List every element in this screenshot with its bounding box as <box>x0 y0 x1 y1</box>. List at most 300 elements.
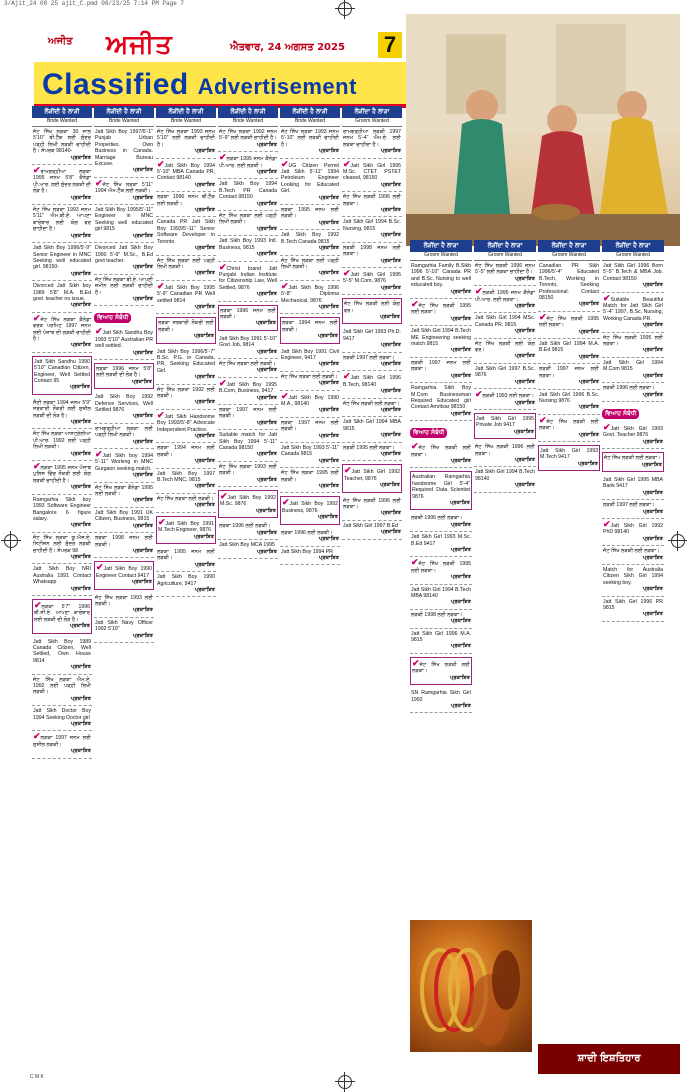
ad-text: ਜੱਟ ਸਿੱਖ ਲੜਕਾ 1993 ਜਨਮ 5'10" ਲਈ ਲੜਕੀ ਚਾਹੀਦੀ ਹੈ। <box>157 129 215 148</box>
classified-ad <box>538 339 600 364</box>
ad-tail: ਪ੍ਰਕਾਸ਼ਿਤ <box>317 514 338 521</box>
column-subheading: Bride Wanted <box>218 118 278 127</box>
classified-ad <box>32 127 92 165</box>
ad-tail: ਪ੍ਰਕਾਸ਼ਿਤ <box>131 579 152 586</box>
checkmark-icon: ✔ <box>34 599 42 610</box>
ad-text: Jatt Sikh Boy NRI Australia 1991 Contact Whatsapp <box>33 566 91 586</box>
ad-tail: ਪ੍ਰਕਾਸ਼ਿਤ <box>380 451 401 458</box>
ad-text: ਜੱਟ ਸਿੱਖ ਲੜਕੀ 1996 ਲਈ ਲੜਕਾ। <box>475 444 535 457</box>
classified-ad <box>94 275 154 307</box>
classified-ad <box>94 424 154 449</box>
classified-ad <box>94 533 154 558</box>
women-illustration-icon <box>406 14 680 246</box>
ad-text: ਲੜਕਾ 1996 ਜਨਮ ਬੀ.ਟੈੱਕ ਲਈ ਲੜਕੀ। <box>157 194 215 207</box>
ad-text: ਲੜਕਾ 1998 ਜਨਮ ਲਈ ਲੜਕੀ। <box>95 535 153 548</box>
ad-text: Ramgarhia Sikh Boy M.Com Businessman Required Educated girl Contact Amritsar 98150 <box>411 385 471 411</box>
ad-text: Jatt Sikh Boy 1991 M.Tech Engineer, 9876 <box>158 520 214 534</box>
ad-tail: ਪ੍ਰਕਾਸ਼ਿਤ <box>70 695 91 702</box>
classified-ad <box>342 443 402 462</box>
checkmark-icon: ✔ <box>96 562 104 573</box>
classified-ad <box>218 262 278 302</box>
ad-text: Divorced Jatt Sikh boy 1989 5'8" M.A. B.Ed govt. teacher no issue. <box>33 283 91 302</box>
ad-text: ਜੱਟ ਸਿੱਖ ਲੜਕੀ ਲਈ ਲੜਕਾ। <box>412 661 470 675</box>
checkmark-icon: ✔ <box>220 491 228 502</box>
checkmark-icon: ✔ <box>343 371 351 382</box>
ad-text: ਲੜਕਾ 1995 ਜਨਮ ਕੈਨੇਡਾ ਪੀ.ਆਰ. ਲਈ ਲੜਕੀ। <box>219 156 277 169</box>
ad-tail: ਪ੍ਰਕਾਸ਼ਿਤ <box>450 547 471 553</box>
column-subheading: Groom Wanted <box>474 252 536 261</box>
classified-ad <box>32 564 92 596</box>
classified-ad <box>156 516 216 544</box>
registration-mark-icon <box>4 534 18 548</box>
classified-ad <box>602 333 664 358</box>
ad-text: Jatt Sikh Girl 1996 PR 9815 <box>603 598 663 612</box>
ad-tail: ਪ੍ਰਕਾਸ਼ਿਤ <box>318 219 339 226</box>
ad-text: ਜੱਟ ਸਿੱਖ ਲੜਕਾ ਲਈ ਲੜਕੀ। <box>219 360 276 367</box>
ad-tail: ਪ੍ਰਕਾਸ਼ਿਤ <box>132 438 153 445</box>
classified-ad <box>32 637 92 675</box>
column-heading: ਲੋੜੀਂਦੀ ਹੈ ਲਾੜੀ <box>156 106 216 118</box>
ad-text: Jatt Sikh Boy 1992 Defence Services, Well Settled 9876 <box>95 394 153 413</box>
classified-ad <box>156 443 216 468</box>
ad-tail: ਪ੍ਰਕਾਸ਼ਿਤ <box>318 380 339 387</box>
ad-tail: ਪ੍ਰਕਾਸ਼ਿਤ <box>450 574 471 581</box>
classified-ad <box>602 383 664 402</box>
ad-text: ਜੱਟ ਸਿੱਖ ਲੜਕਾ ਲਈ ਲੜਕੀ। <box>157 495 214 502</box>
ad-tail: ਪ੍ਰਕਾਸ਼ਿਤ <box>194 374 215 381</box>
classified-ad <box>410 261 472 299</box>
checkmark-icon: ✔ <box>281 390 289 401</box>
classified-ad <box>32 313 92 353</box>
classified-ad <box>94 178 154 205</box>
checkmark-icon: ✔ <box>411 441 419 452</box>
classified-ad <box>218 211 278 236</box>
ad-text: ਜੱਟ ਸਿੱਖ ਲੜਕਾ ਲਈ ਪੜ੍ਹੀ ਲਿਖੀ ਲੜਕੀ। <box>281 257 339 270</box>
ad-text: UG Citizen Permit Jatt Sikh 5'-11" 1994 Petroleum Engineer Looking for Educated Girl. <box>281 162 339 195</box>
ad-tail: ਪ੍ਰਕਾਸ਼ਿਤ <box>70 664 91 671</box>
checkmark-icon: ✔ <box>158 516 166 527</box>
ad-text: Australian Ramgarhia handsome Girl 5'-4" Required Data Scientist 9876 <box>412 474 470 500</box>
ad-tail: ਪ੍ਰਕਾਸ਼ਿਤ <box>380 510 401 517</box>
ad-tail: ਪ੍ਰਕਾਸ਼ਿਤ <box>70 419 91 426</box>
ad-tail: ਪ੍ਰਕਾਸ਼ਿਤ <box>194 561 215 568</box>
ad-tail: ਪ੍ਰਕਾਸ਼ਿਤ <box>70 302 91 309</box>
ad-tail: ਪ੍ਰਕਾਸ਼ਿਤ <box>642 586 663 593</box>
ad-text: ਲੜਕੀ 1998 ਜਨਮ ਲਈ ਲੜਕਾ। <box>343 244 401 258</box>
classified-ad <box>218 359 278 378</box>
ad-tail: ਪ੍ਰਕਾਸ਼ਿਤ <box>380 529 401 536</box>
classified-ad <box>474 339 536 364</box>
classified-ad <box>280 205 340 230</box>
ad-text: Jatt Sikh Girl 1997 B.Ed <box>343 522 399 529</box>
checkmark-icon: ✔ <box>219 152 227 163</box>
ad-text: Christ brand Jatt Punjabi Indian Institute for Citizenship Law, Well Settled, 9876 <box>219 265 277 291</box>
ad-text: Jatt Sikh Boy 1991 UK Citizen, Business, 9815 <box>95 509 153 523</box>
ad-text: ਲੜਕਾ 1996 ਲਈ ਲੜਕੀ। <box>281 529 333 536</box>
banner-title <box>42 68 357 102</box>
ad-tail: ਪ੍ਰਕਾਸ਼ਿਤ <box>70 585 91 592</box>
classified-ad <box>602 358 664 383</box>
classified-ad <box>538 364 600 389</box>
ad-tail: ਪ੍ਰਕਾਸ਼ਿਤ <box>514 399 535 406</box>
section-tag: ਵਿਆਹ ਸੰਬੰਧੀ <box>94 313 131 323</box>
ad-tail: ਪ੍ਰਕਾਸ਼ਿਤ <box>70 232 91 239</box>
classified-ad <box>410 532 472 557</box>
ad-tail: ਪ੍ਰਕਾਸ਼ਿਤ <box>318 303 339 310</box>
ad-column <box>602 240 664 1040</box>
classified-ad <box>280 347 340 372</box>
ad-tail: ਪ੍ਰਕਾਸ਼ਿਤ <box>69 623 90 630</box>
ad-tail: ਪ੍ਰਕਾਸ਼ਿਤ <box>318 270 339 277</box>
ad-text: ਲੜਕੀ 1998 ਲਈ ਲੜਕਾ। <box>411 611 463 618</box>
ad-text: ਜੱਟ ਸਿੱਖ ਲੜਕੀ ਲਈ ਯੋਗ ਵਰ। <box>475 340 535 354</box>
ad-text: ਜੱਟ ਸਿੱਖ ਲੜਕੀ 1996 ਜਨਮ 5'-5" ਲਈ ਲੜਕਾ ਚਾਹੀਦਾ ਹੈ। <box>475 263 535 276</box>
ad-text: ਲੜਕੀ 1993 ਲਈ ਲੜਕਾ। <box>482 393 535 400</box>
classified-ad <box>410 610 472 629</box>
classified-ad <box>410 513 472 532</box>
checkmark-icon: ✔ <box>603 421 611 432</box>
ad-text: Jatt Sikh boy 1994 5'-11" Working in MNC Gurgaon seeking match. <box>95 453 153 472</box>
ad-text: Jatt Sikh Girl 1994 B.Tech ME Engineering seeking match 9815 <box>411 328 471 348</box>
ad-column <box>156 106 216 1056</box>
ad-text: ਲੜਕਾ 1994 ਜਨਮ ਲਈ ਲੜਕੀ। <box>157 445 215 458</box>
ad-tail: ਪ੍ਰਕਾਸ਼ਿਤ <box>194 245 215 252</box>
ad-text: ਜੱਟ ਸਿੱਖ ਲੜਕਾ ਬੀ.ਏ. ਆਪਣੀ ਜ਼ਮੀਨ ਲਈ ਲੜਕੀ ਚਾਹੀਦੀ ਹੈ। <box>95 276 153 296</box>
classified-ad <box>342 192 402 217</box>
classified-ad <box>342 496 402 521</box>
classified-ad <box>538 390 600 415</box>
checkmark-icon: ✔ <box>95 326 103 337</box>
checkmark-icon: ✔ <box>95 177 103 188</box>
classified-ad <box>280 443 340 468</box>
classified-ad <box>410 585 472 610</box>
classified-ad <box>32 398 92 430</box>
ad-text: ਜੱਟ ਸਿੱਖ ਲੜਕੀ 1995 ਲਈ ਲੜਕਾ। <box>411 561 471 574</box>
ad-text: ਲੜਕੀ 1997 ਲਈ ਲੜਕਾ। <box>343 354 395 361</box>
ad-text: ਜੱਟ ਸਿੱਖ ਲੜਕੀ ਲਈ ਯੋਗ ਵਰ। <box>344 301 400 314</box>
checkmark-icon: ✔ <box>603 518 611 529</box>
ad-tail: ਪ੍ਰਕਾਸ਼ਿਤ <box>70 721 91 728</box>
ad-text: Jatt Sikh Girl 1993 M.Sc. B.Ed 9417 <box>411 534 471 547</box>
checkmark-icon: ✔ <box>95 449 103 460</box>
ad-tail: ਪ੍ਰਕਾਸ਼ਿਤ <box>256 529 277 536</box>
ad-text: Jatt Sikh Girl 1994 B.Sc. Nursing, 9815 <box>343 219 401 232</box>
classified-ad <box>156 572 216 597</box>
ad-tail: ਪ੍ਰਕਾਸ਼ਿਤ <box>70 553 91 560</box>
ad-tail: ਪ੍ਰਕਾਸ਼ਿਤ <box>70 748 91 755</box>
ad-tail: ਪ੍ਰਕਾਸ਼ਿਤ <box>194 181 215 188</box>
classified-banner <box>34 62 406 108</box>
classified-ad <box>538 261 600 312</box>
checkmark-icon: ✔ <box>157 158 165 169</box>
classified-ad <box>32 731 92 758</box>
ad-tail: ਪ੍ਰਕਾਸ਼ਿਤ <box>132 264 153 271</box>
ad-text: Jatt Sikh Sandhu 1990 5'10" Canadian Citizen, Engineer, Well Settled Contact 95 <box>34 358 90 384</box>
classified-ad <box>218 378 278 405</box>
section-tag: ਵਿਆਹ ਸੰਬੰਧੀ <box>410 428 447 438</box>
masthead-brand-small: ਅਜੀਤ <box>48 36 73 47</box>
ad-text: ਲੜਕਾ 1995 ਜਨਮ ਲਈ ਲੜਕੀ। <box>281 207 339 220</box>
ad-tail: ਪ੍ਰਕਾਸ਼ਿਤ <box>380 407 401 413</box>
ad-text: ਲੜਕਾ 1996 ਜਨਮ ਲਈ ਲੜਕੀ। <box>220 307 276 320</box>
checkmark-icon: ✔ <box>33 461 41 472</box>
ad-tail: ਪ੍ਰਕਾਸ਼ਿਤ <box>450 288 471 295</box>
ad-tail: ਪ੍ਰਕਾਸ਼ਿਤ <box>132 547 153 554</box>
matrimonial-promo: ਸ਼ਾਦੀ ਇਸ਼ਤਿਹਾਰ <box>538 1044 680 1074</box>
checkmark-icon: ✔ <box>344 465 352 476</box>
ad-text: ਲੜਕਾ 1995 ਜਨਮ ਪੰਜਾਬ ਪੁਲਿਸ ਵਿੱਚ ਨੌਕਰੀ ਲਈ ਯੋਗ ਲੜਕੀ ਚਾਹੀਦੀ ਹੈ। <box>33 465 91 484</box>
ad-text: Jatt Sikh Boy 1994 5'-10" MBA Canada PR, Contact 98140 <box>157 162 215 182</box>
ad-text: Jatt Sikh Girl 1994 M.Com 9815 <box>603 359 663 373</box>
ad-text: ਲੜਕਾ 1997 ਜਨਮ ਲਈ ਲੜਕੀ। <box>219 407 277 420</box>
classified-ad <box>474 286 536 313</box>
checkmark-icon: ✔ <box>475 389 483 400</box>
classified-ad <box>280 256 340 281</box>
classified-ad <box>342 159 402 193</box>
classified-ad <box>94 593 154 618</box>
ad-tail: ਪ੍ਰਕਾਸ਼ਿਤ <box>256 548 277 555</box>
ad-tail: ਪ੍ਰਕਾਸ਼ਿਤ <box>194 433 215 440</box>
column-heading: ਲੋੜੀਂਦੀ ਹੈ ਲਾੜੀ <box>94 106 154 118</box>
classified-ad <box>218 127 278 152</box>
ad-text: Jatt Sikh Boy MCA 1995 <box>219 542 275 549</box>
column-subheading: Groom Wanted <box>538 252 600 261</box>
ad-text: ਜੱਟ ਸਿੱਖ ਲੜਕੀ 1996 ਲਈ ਲੜਕਾ। <box>343 497 401 511</box>
ad-tail: ਪ੍ਰਕਾਸ਼ਿਤ <box>194 148 215 155</box>
ad-tail: ਪ੍ਰਕਾਸ਼ਿਤ <box>256 419 277 426</box>
ad-tail: ਪ੍ਰਕਾਸ਼ਿਤ <box>318 245 339 252</box>
column-subheading: Bride Wanted <box>32 118 92 127</box>
ad-text: ਲੜਕੀ 1995 ਲਈ ਲੜਕਾ। <box>343 444 395 451</box>
ad-tail: ਪ੍ਰਕਾਸ਼ਿਤ <box>194 207 215 214</box>
ad-text: ਜੱਟ ਸਿੱਖ ਲੜਕੀ ਲਈ ਲੜਕਾ। <box>604 455 661 462</box>
classified-ad <box>538 312 600 339</box>
ad-tail: ਪ੍ਰਕਾਸ਼ਿਤ <box>578 301 599 308</box>
bridal-bangles-icon <box>410 920 532 1052</box>
checkmark-icon: ✔ <box>33 165 41 176</box>
classified-ad <box>156 385 216 410</box>
classified-ad <box>218 521 278 540</box>
classified-ad <box>342 371 402 398</box>
column-heading: ਲੋੜੀਂਦਾ ਹੈ ਲਾੜਾ <box>474 240 536 252</box>
classified-ad <box>602 422 664 449</box>
classified-ad <box>474 364 536 389</box>
classified-ad <box>538 415 600 442</box>
classified-ad <box>602 546 664 565</box>
ad-tail: ਪ੍ਰਕਾਸ਼ਿਤ <box>194 483 215 490</box>
classified-ad <box>474 413 536 439</box>
ad-text: ਜੱਟ ਸਿੱਖ ਲੜਕਾ 1992 ਲਈ ਲੜਕੀ। <box>157 386 215 399</box>
checkmark-icon: ✔ <box>411 557 419 568</box>
ad-tail: ਪ੍ਰਕਾਸ਼ਿਤ <box>380 181 401 188</box>
classified-ad <box>218 236 278 261</box>
ad-text: ਜੱਟ ਸਿੱਖ ਲੜਕੀ 1995 ਲਈ ਲੜਕਾ। <box>603 334 663 348</box>
classified-ad <box>342 399 402 418</box>
ad-tail: ਪ੍ਰਕਾਸ਼ਿਤ <box>513 428 534 435</box>
ad-text: Jatt Sikh Boy 1995/5'-11" Engineer in MNC Seeking well educated girl 9815 <box>95 207 153 233</box>
column-subheading: Groom Wanted <box>342 118 402 127</box>
classified-ad <box>94 561 154 589</box>
classified-ad <box>280 468 340 493</box>
checkmark-icon: ✔ <box>539 414 547 425</box>
ad-text: Jatt Sikh Boy 1996/5'-9" Senior Engineer in MNC Seeking well educated girl. 98150- <box>33 245 91 271</box>
ad-text: Jatt Sikh Boy 1993 Intl. Business, 9815 <box>219 238 277 251</box>
ad-text: Jatt Sikh Boy 1990 Engineer Contact 9417 <box>96 566 152 579</box>
ad-text: Jatt Sikh Girl 1994 MBA 9815 <box>343 419 401 432</box>
ad-text: Suitable Beautiful Match for Jatt Sikh Girl 5'-4" 1997, B.Sc. Nursing, Working Canada PR. <box>603 296 663 322</box>
ad-tail: ਪ੍ਰਕਾਸ਼ਿਤ <box>256 141 277 148</box>
ad-tail: ਪ੍ਰਕਾਸ਼ਿਤ <box>514 353 535 360</box>
page-number: 7 <box>378 32 402 58</box>
ad-text: ਲੜਕੀ 1995 ਜਨਮ ਕੈਨੇਡਾ ਪੀ.ਆਰ. ਲਈ ਲੜਕਾ। <box>475 290 535 303</box>
classified-ad <box>410 383 472 421</box>
ad-tail: ਪ੍ਰਕਾਸ਼ਿਤ <box>70 154 91 161</box>
ad-text: ਸੈਣੀ ਲੜਕਾ 1994 ਜਨਮ 5'9" ਸਰਕਾਰੀ ਨੌਕਰੀ ਲਈ ਸੁਸ਼ੀਲ ਲੜਕੀ ਦੀ ਲੋੜ ਹੈ। <box>33 399 91 419</box>
classified-ad <box>156 410 216 444</box>
ad-text: ਲੜਕਾ 1996 ਲਈ ਲੜਕੀ। <box>219 523 271 530</box>
column-subheading: Groom Wanted <box>602 252 664 261</box>
classified-ad <box>280 159 340 205</box>
ad-tail: ਪ੍ਰਕਾਸ਼ਿਤ <box>380 388 401 395</box>
ad-tail: ਪ੍ਰਕਾਸ਼ਿਤ <box>132 349 153 356</box>
classified-ad <box>342 521 402 540</box>
ad-text: ਲੜਕੀ 1996 ਲਈ ਲੜਕਾ। <box>411 515 463 522</box>
color-bar: C M K <box>30 1074 44 1080</box>
classified-ad <box>602 500 664 519</box>
masthead-brand: ਅਜੀਤ <box>106 30 173 60</box>
ad-text: ਲੜਕੀ 1997 ਜਨਮ ਲਈ ਲੜਕਾ। <box>411 359 471 373</box>
ad-tail: ਪ੍ਰਕਾਸ਼ਿਤ <box>318 457 339 464</box>
ad-text: ਜੱਟ ਸਿੱਖ ਲੜਕੀ ਲਈ ਲੜਕਾ। <box>411 445 471 458</box>
ad-text: ਜੱਟ ਸਿੱਖ ਲੜਕਾ 30 ਸਾਲ 5'10" ਬੀ.ਟੈੱਕ ਲਈ ਸੁੰਦਰ ਪੜ੍ਹੀ ਲਿਖੀ ਲੜਕੀ ਚਾਹੀਦੀ ਹੈ। ਸੰਪਰਕ 98140- <box>33 129 91 155</box>
checkmark-icon: ✔ <box>343 158 351 169</box>
classified-ad <box>474 467 536 492</box>
classified-ad <box>410 688 472 713</box>
classified-ad <box>410 657 472 685</box>
ad-tail: ਪ੍ਰਕਾਸ਼ਿਤ <box>449 499 470 506</box>
ad-text: ਲੜਕਾ 1996 ਜਨਮ 5'8" ਲਈ ਲੜਕੀ ਦੀ ਲੋੜ ਹੈ। <box>96 365 152 379</box>
ad-tail: ਪ੍ਰਕਾਸ਼ਿਤ <box>70 270 91 277</box>
ad-tail: ਪ੍ਰਕਾਸ਼ਿਤ <box>194 586 215 593</box>
ad-tail: ਪ੍ਰਕਾਸ਼ਿਤ <box>642 508 663 515</box>
classified-ad <box>280 391 340 418</box>
checkmark-icon: ✔ <box>282 497 290 508</box>
classified-ad <box>94 449 154 483</box>
column-heading: ਲੋੜੀਂਦਾ ਹੈ ਲਾੜਾ <box>602 240 664 252</box>
ad-tail: ਪ੍ਰਕਾਸ਼ਿਤ <box>256 225 277 232</box>
ad-tail: ਪ੍ਰਕਾਸ਼ਿਤ <box>380 284 401 291</box>
ad-tail: ਪ੍ਰਕਾਸ਼ਿਤ <box>318 407 339 414</box>
ad-text: Jatt Sikh Boy 1989 Canada Citizen, Well Settled, Own House 9814 <box>33 638 91 664</box>
ad-text: ਲੜਕਾ 5'7" 1996 ਬੀ.ਸੀ.ਏ. ਆਪਣਾ ਕਾਰੋਬਾਰ ਲਈ ਲੜਕੀ ਦੀ ਲੋੜ ਹੈ। <box>34 603 90 623</box>
ad-text: Divorced Jatt Sikh Boy 1990 5'-9" M.Sc., B.Ed govt teacher. <box>95 245 153 264</box>
ad-text: Jatt Sikh Boy 1995 5'-9" Canadian PR Well settled 9814 <box>157 284 215 304</box>
checkmark-icon: ✔ <box>281 158 289 169</box>
ad-text: ਜੱਟ ਸਿੱਖ ਲੜਕੀ ਲਈ ਲੜਕਾ। <box>343 400 400 407</box>
ad-tail: ਪ੍ਰਕਾਸ਼ਿਤ <box>641 461 662 468</box>
ad-text: ਜੱਟ ਸਿੱਖ ਲੜਕੀ ਲਈ ਲੜਕਾ। <box>603 548 660 555</box>
classified-ad <box>342 127 402 159</box>
classified-ad <box>156 256 216 281</box>
ad-text: ਜੱਟ ਸਿੱਖ ਲੜਕਾ 1992 ਜਨਮ 5'-9" ਲਈ ਲੜਕੀ ਚਾਹੀਦੀ ਹੈ। <box>219 129 277 142</box>
ad-text: ਲੜਕਾ 1994 ਜਨਮ ਲਈ ਲੜਕੀ। <box>282 320 338 333</box>
registration-mark-icon <box>338 1075 352 1089</box>
ad-column <box>280 106 340 1056</box>
ad-tail: ਪ੍ਰਕਾਸ਼ਿਤ <box>318 536 339 543</box>
bridal-hands-photo <box>410 920 532 1052</box>
classified-ad <box>156 281 216 315</box>
ad-text: Jatt Sikh Boy 1997/6'-1" Punjab Urban Properties. Own Business in Canada. Marriage Bureau Excuse. <box>95 129 153 168</box>
ad-tail: ਪ੍ਰਕਾਸ਼ਿਤ <box>256 367 277 374</box>
ad-tail: ਪ੍ਰਕਾਸ਼ਿਤ <box>380 342 401 349</box>
classified-ad <box>94 483 154 508</box>
checkmark-icon: ✔ <box>343 267 351 278</box>
ad-tail: ਪ੍ਰਕਾਸ਼ਿਤ <box>577 460 598 467</box>
ad-text: Jatt Sikh Girl 1996 Born 5'-5" B.Tech & MBA Job. Contact 98150 <box>603 263 663 282</box>
ad-text: Jatt Sikh Boy 1996/5'-7" B.Sc. P.G. in Canada, PR, Seeking Educated Girl. <box>157 348 215 374</box>
classified-ad <box>602 475 664 500</box>
classified-ad <box>32 281 92 313</box>
classified-ad <box>32 243 92 281</box>
classified-ad <box>410 629 472 654</box>
checkmark-icon: ✔ <box>603 292 611 303</box>
classified-ad <box>156 127 216 159</box>
ad-tail: ਪ੍ਰਕਾਸ਼ਿਤ <box>132 232 153 239</box>
classified-ad <box>280 317 340 343</box>
classified-ad <box>156 192 216 217</box>
ad-text: ਜੱਟ ਸਿੱਖ ਲੜਕੀ ਲਈ ਲੜਕਾ। <box>539 418 599 432</box>
ad-tail: ਪ੍ਰਕਾਸ਼ਿਤ <box>255 507 276 514</box>
classified-ad <box>32 675 92 707</box>
ad-tail: ਪ੍ਰਕਾਸ਼ਿਤ <box>450 347 471 354</box>
ad-tail: ਪ੍ਰਕਾਸ਼ਿਤ <box>514 482 535 489</box>
ad-tail: ਪ੍ਰਕਾਸ਼ਿਤ <box>380 257 401 264</box>
ad-tail: ਪ੍ਰਕਾਸ਼ਿਤ <box>317 333 338 340</box>
ad-text: Suitable match for Jatt Sikh Boy 1994 5'-11" Canada 98150 <box>219 432 277 452</box>
ad-text: ਰਾਮਗੜ੍ਹੀਆ ਲੜਕਾ ਲਈ ਪੜ੍ਹੀ ਲਿਖੀ ਲੜਕੀ। <box>95 425 153 439</box>
ad-tail: ਪ੍ਰਕਾਸ਼ਿਤ <box>380 432 401 439</box>
classified-ad <box>602 565 664 597</box>
ad-text: Jatt Sikh Boy 1990 Agriculture, 9417 <box>157 574 215 587</box>
classified-ad <box>156 159 216 193</box>
classified-ad <box>94 363 154 389</box>
classified-ad <box>474 313 536 338</box>
ad-tail: ਪ੍ਰਕਾਸ਼ਿਤ <box>380 207 401 214</box>
classified-ad <box>602 293 664 333</box>
classified-ad <box>342 464 402 492</box>
column-subheading: Bride Wanted <box>156 118 216 127</box>
ad-tail: ਪ੍ਰਕਾਸ਼ਿਤ <box>194 502 215 509</box>
ad-tail: ਪ੍ਰਕਾਸ਼ਿਤ <box>642 372 663 379</box>
classified-ad <box>94 205 154 243</box>
ad-text: ਜੱਟ ਸਿੱਖ ਲੜਕੀ 1995 ਲਈ ਲੜਕਾ। <box>539 315 599 329</box>
ad-tail: ਪ੍ਰਕਾਸ਼ਿਤ <box>318 554 339 561</box>
ad-column <box>32 106 92 1056</box>
ad-tail: ਪ੍ਰਕਾਸ਼ਿਤ <box>450 410 471 417</box>
ad-text: ਜੱਟ ਸਿੱਖ ਲੜਕਾ ਕੈਨੇਡਾ 1995 ਲਈ ਲੜਕੀ। <box>95 484 153 498</box>
checkmark-icon: ✔ <box>281 280 289 291</box>
ad-text: Jatt Sikh Girl 1996 B.Tech, 98140 <box>343 375 401 388</box>
ad-text: Jatt Sikh Girl 1995 MBA Bank 9417 <box>603 476 663 490</box>
classified-ad <box>280 281 340 315</box>
ad-text: ਲੜਕਾ 1995 ਜਨਮ ਲਈ ਲੜਕੀ। <box>157 548 215 562</box>
classified-ad <box>156 317 216 343</box>
ad-text: Jatt Sikh Girl 1993 M.Tech 9417 <box>540 447 598 461</box>
banner-word-advertisement: Advertisement <box>197 74 357 99</box>
ad-text: Jatt Sikh Girl 1994 B.Tech 98140 <box>475 469 535 482</box>
ad-text: Jatt Sikh Doctor Boy 1994 Seeking Doctor girl <box>33 708 91 721</box>
ad-tail: ਪ੍ਰਕਾਸ਼ਿਤ <box>70 194 91 201</box>
